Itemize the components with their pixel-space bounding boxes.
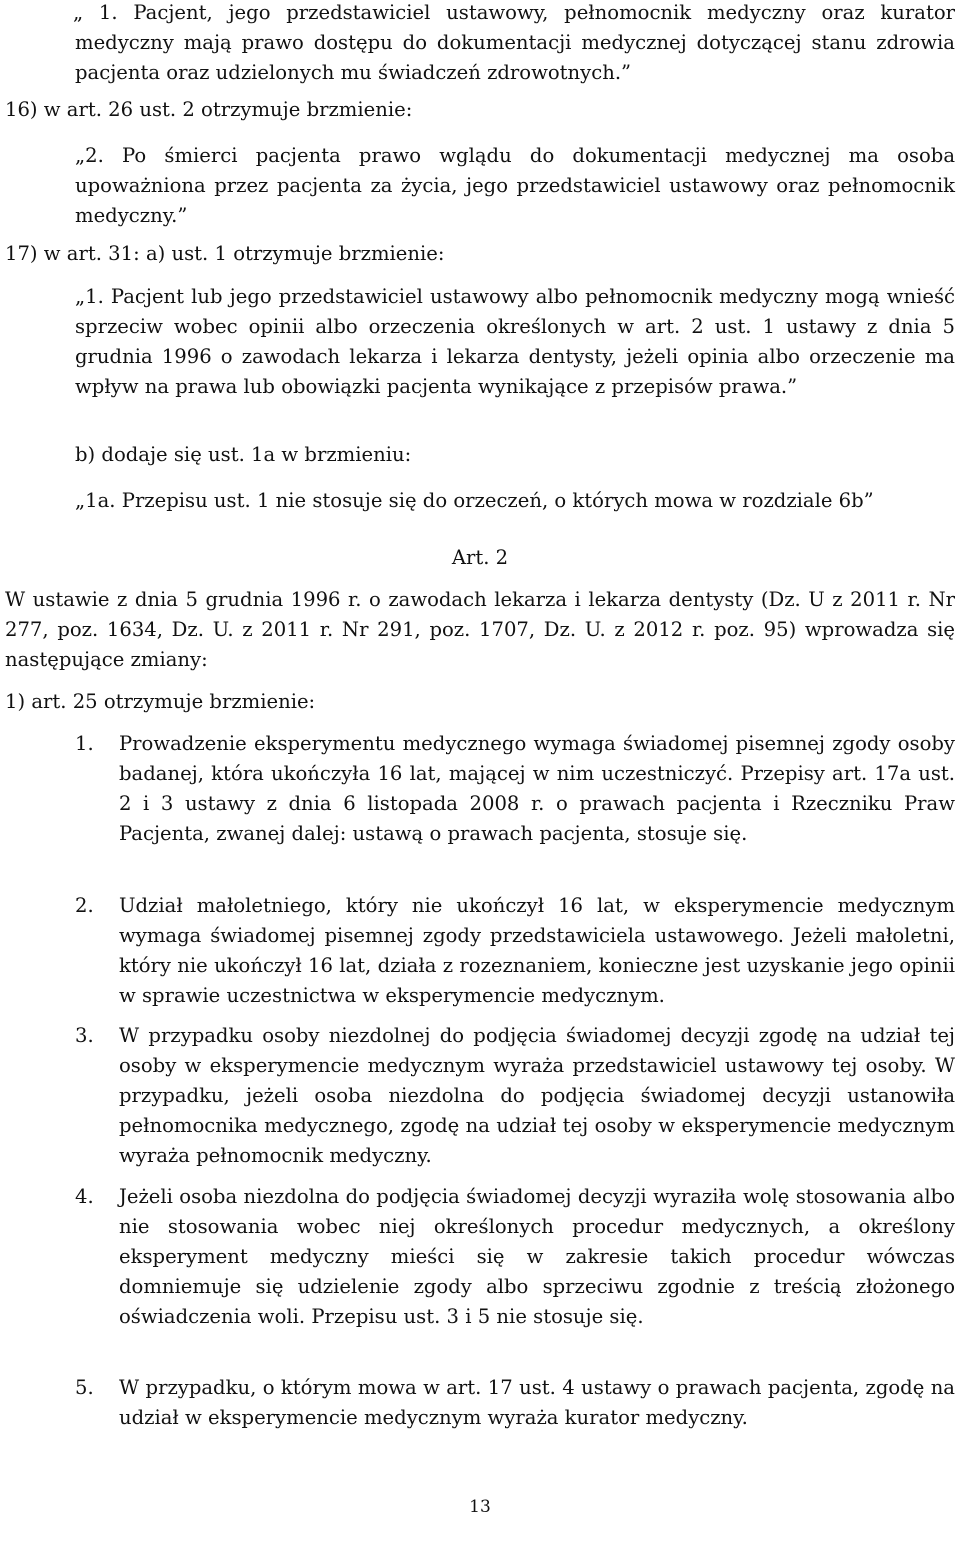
list-item-number: 2. bbox=[75, 894, 94, 917]
list-item-number: 4. bbox=[75, 1185, 94, 1208]
list-item-text: Prowadzenie eksperymentu medycznego wymaga świadomej pisemnej zgody osoby badanej, która ukończyła 16 lat, mającej w nim uczestniczyć. Przepisy art. 17a ust. 2 i 3 ustawy z dnia 6 listopada 2008 r. o prawach pacjenta i Rzeczniku Praw Pacjenta, zwanej dalej: ustawą o prawach pacjenta, stosuje się. bbox=[119, 732, 955, 845]
list-item-text: Udział małoletniego, który nie ukończył 16 lat, w eksperymencie medycznym wymaga świadomej pisemnej zgody przedstawiciela ustawowego. Jeżeli małoletni, który nie ukończył 16 lat, działa z rozeznaniem, konieczne jest uzyskanie jego opinii w sprawie uczestnictwa w eksperymencie medycznym. bbox=[119, 894, 955, 1007]
amendment-subpoint-b: b) dodaje się ust. 1a w brzmieniu: bbox=[75, 443, 412, 466]
paragraph-art-31-ust-1a: „1a. Przepisu ust. 1 nie stosuje się do orzeczeń, o których mowa w rozdziale 6b” bbox=[75, 489, 874, 512]
list-item-number: 5. bbox=[75, 1376, 94, 1399]
list-item-text: W przypadku osoby niezdolnej do podjęcia świadomej decyzji zgodę na udział tej osoby w eksperymencie medycznym wyraża przedstawiciel ustawowy tej osoby. W przypadku, jeżeli osoba niezdolna do podjęcia świadomej decyzji ustanowiła pełnomocnika medycznego, zgodę na udział tej osoby w eksperymencie medycznym wyraża pełnomocnik medyczny. bbox=[119, 1024, 955, 1167]
amendment-point-17: 17) w art. 31: a) ust. 1 otrzymuje brzmienie: bbox=[5, 242, 445, 265]
list-item-text: Jeżeli osoba niezdolna do podjęcia świadomej decyzji wyraziła wolę stosowania albo nie stosowania wobec niej określonych procedur medycznych, a określony eksperyment medyczny mieści się w zakresie takich procedur wówczas domniemuje się udzielenie zgody albo sprzeciwu zgodnie z treścią złożonego oświadczenia woli. Przepisu ust. 3 i 5 nie stosuje się. bbox=[119, 1185, 955, 1328]
article-intro-paragraph: W ustawie z dnia 5 grudnia 1996 r. o zawodach lekarza i lekarza dentysty (Dz. U z 2011 r. Nr 277, poz. 1634, Dz. U. z 2011 r. Nr 291, poz. 1707, Dz. U. z 2012 r. poz. 95) wprowadza się następujące zmiany: bbox=[5, 588, 955, 671]
list-item-text: W przypadku, o którym mowa w art. 17 ust. 4 ustawy o prawach pacjenta, zgodę na udział w eksperymencie medycznym wyraża kurator medyczny. bbox=[119, 1376, 955, 1429]
paragraph-art-23-ust-1: „ 1. Pacjent, jego przedstawiciel ustawowy, pełnomocnik medyczny oraz kurator medyczny mają prawo dostępu do dokumentacji medycznej dotyczącej stanu zdrowia pacjenta oraz udzielonych mu świadczeń zdrowotnych.” bbox=[73, 1, 955, 84]
paragraph-art-26-ust-2: „2. Po śmierci pacjenta prawo wglądu do dokumentacji medycznej ma osoba upoważniona przez pacjenta za życia, jego przedstawiciel ustawowy oraz pełnomocnik medyczny.” bbox=[75, 144, 955, 227]
list-item-number: 3. bbox=[75, 1024, 94, 1047]
amendment-point-16: 16) w art. 26 ust. 2 otrzymuje brzmienie: bbox=[5, 98, 413, 121]
page-number: 13 bbox=[469, 1497, 491, 1517]
paragraph-art-31-ust-1: „1. Pacjent lub jego przedstawiciel ustawowy albo pełnomocnik medyczny mogą wnieść sprzeciw wobec opinii albo orzeczenia określonych w art. 2 ust. 1 ustawy z dnia 5 grudnia 1996 o zawodach lekarza i lekarza dentysty, jeżeli opinia albo orzeczenie ma wpływ na prawa lub obowiązki pacjenta wynikające z przepisów prawa.” bbox=[75, 285, 955, 398]
list-item-number: 1. bbox=[75, 732, 94, 755]
article-heading: Art. 2 bbox=[451, 546, 509, 569]
amendment-point-1: 1) art. 25 otrzymuje brzmienie: bbox=[5, 690, 316, 713]
